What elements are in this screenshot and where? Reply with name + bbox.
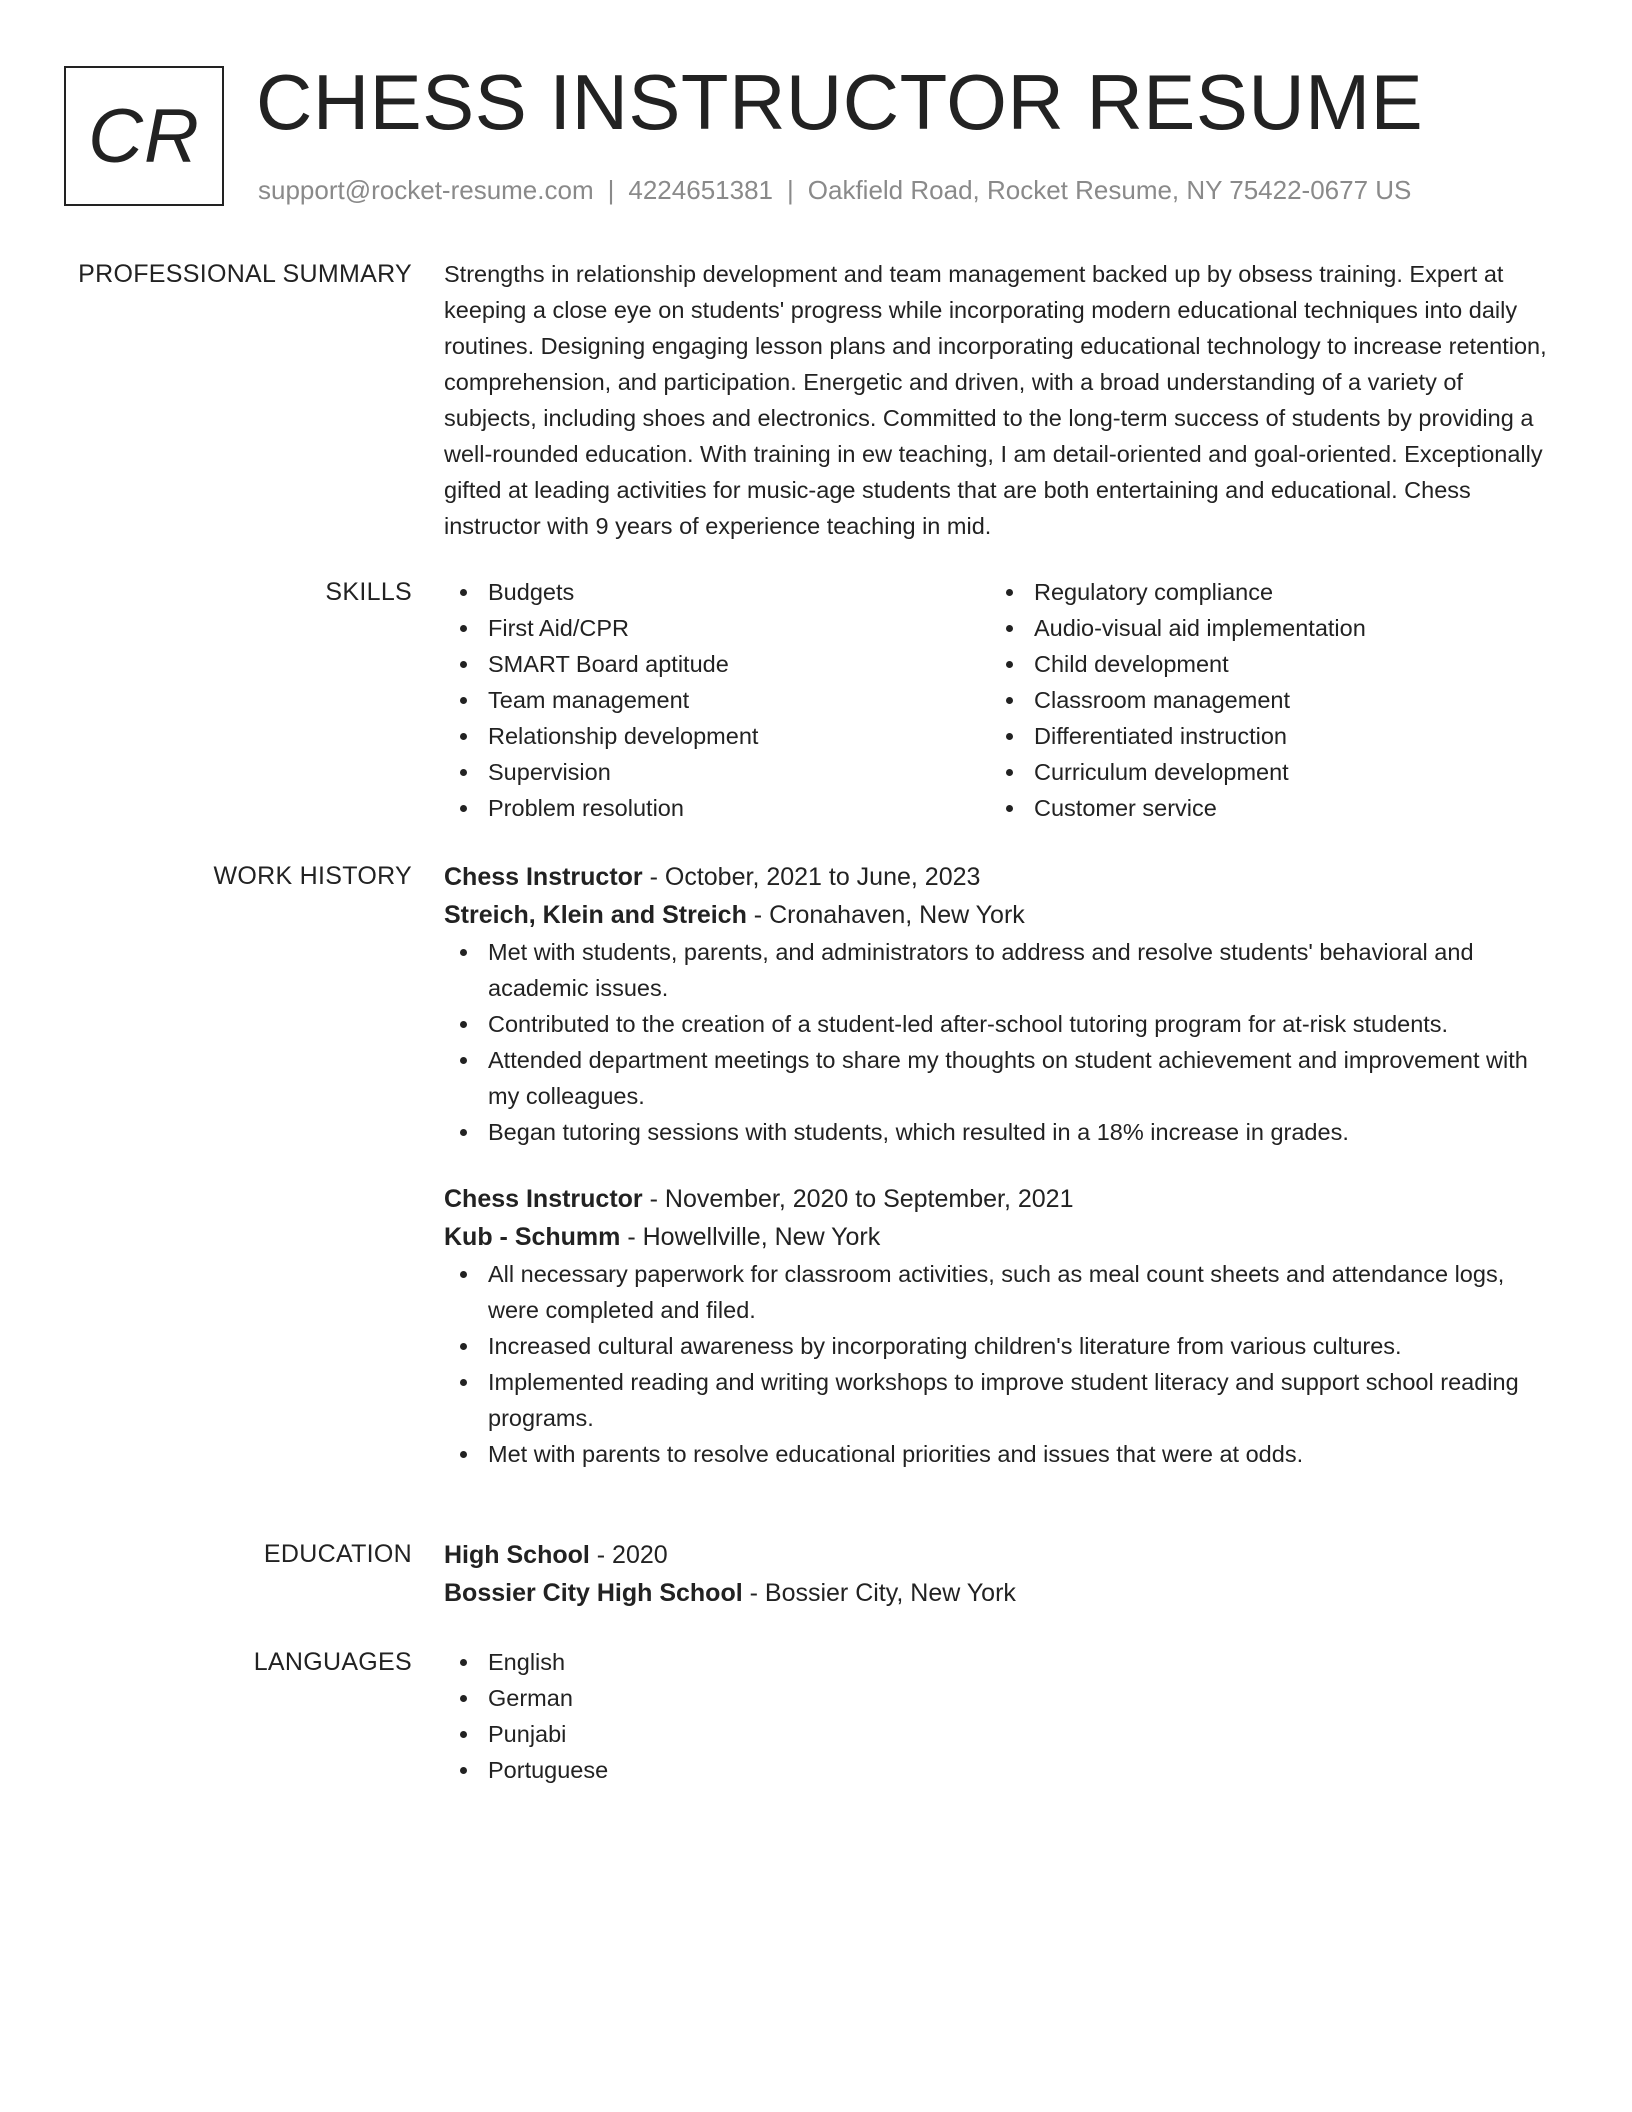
job-company: Streich, Klein and Streich [444,901,747,929]
skill-item: Audio-visual aid implementation [990,610,1536,646]
skill-item: Differentiated instruction [990,718,1536,754]
language-item: Portuguese [444,1752,1556,1788]
summary-heading: PROFESSIONAL SUMMARY [78,260,412,288]
contact-separator: | [787,175,794,205]
page-title: CHESS INSTRUCTOR RESUME [256,58,1424,146]
contact-line [258,172,1411,208]
education-degree-line [444,1536,1556,1574]
contact-address: Oakfield Road, Rocket Resume, NY 75422-0677 US [807,175,1412,205]
job-company: Kub - Schumm [444,1223,621,1251]
skill-item: Relationship development [444,718,990,754]
language-item: German [444,1680,1556,1716]
job-title-line [444,1180,1556,1218]
job-bullet: Met with students, parents, and administrators to address and resolve students' behavioral and academic issues. [444,934,1556,1006]
job-company-line [444,1218,1556,1256]
education-degree: High School [444,1541,590,1569]
job-entry [444,858,1556,1150]
skills-list [444,574,1556,826]
skill-item: Budgets [444,574,990,610]
job-entry [444,1180,1556,1472]
job-title-line [444,858,1556,896]
job-bullet: Met with parents to resolve educational priorities and issues that were at odds. [444,1436,1556,1472]
work-history-body [444,858,1556,1472]
skills-column-left [444,574,990,826]
skill-item: Curriculum development [990,754,1536,790]
education-location: - Bossier City, New York [742,1579,1016,1607]
skills-heading: SKILLS [325,578,412,606]
skill-item: Regulatory compliance [990,574,1536,610]
job-title: Chess Instructor [444,1185,643,1213]
skills-column-right [990,574,1536,826]
monogram-badge: CR [64,66,224,206]
summary-body [444,256,1556,544]
skill-item: Supervision [444,754,990,790]
job-bullet: Attended department meetings to share my thoughts on student achievement and improvement with my colleagues. [444,1042,1556,1114]
skill-item: Team management [444,682,990,718]
skill-item: Customer service [990,790,1536,826]
job-bullets [444,1256,1556,1472]
job-bullet: Contributed to the creation of a student-led after-school tutoring program for at-risk students. [444,1006,1556,1042]
education-heading: EDUCATION [263,1540,412,1568]
skill-item: Problem resolution [444,790,990,826]
languages-list [444,1644,1556,1788]
education-school-line [444,1574,1556,1612]
skill-item: Classroom management [990,682,1536,718]
job-bullet: Implemented reading and writing workshops to improve student literacy and support school reading programs. [444,1364,1556,1436]
languages-heading: LANGUAGES [253,1648,412,1676]
job-bullets [444,934,1556,1150]
language-item: Punjabi [444,1716,1556,1752]
contact-separator: | [607,175,615,205]
skill-item: Child development [990,646,1536,682]
skill-item: First Aid/CPR [444,610,990,646]
contact-email: support@rocket-resume.com [258,175,594,205]
job-location: - Howellville, New York [620,1223,881,1251]
job-bullet: Began tutoring sessions with students, which resulted in a 18% increase in grades. [444,1114,1556,1150]
job-title: Chess Instructor [444,863,643,891]
languages-body [444,1644,1556,1788]
language-item: English [444,1644,1556,1680]
skill-item: SMART Board aptitude [444,646,990,682]
education-body [444,1536,1556,1612]
job-dates: - November, 2020 to September, 2021 [642,1185,1074,1213]
work-history-heading: WORK HISTORY [213,862,412,890]
contact-phone: 4224651381 [628,175,773,205]
job-location: - Cronahaven, New York [746,901,1025,929]
job-company-line [444,896,1556,934]
summary-text: Strengths in relationship development and team management backed up by obsess training. Expert at keeping a close eye on students' progress while incorporating modern educational techniques into daily routines. Designing engaging lesson plans and incorporating educational technology to increase retention, comprehension, and participation. Energetic and driven, with a broad understanding of a variety of subjects, including shoes and electronics. Committed to the long-term success of students by providing a well-rounded education. With training in ew teaching, I am detail-oriented and goal-oriented. Exceptionally gifted at leading activities for music-age students that are both entertaining and educational. Chess instructor with 9 years of experience teaching in mid. [444,261,1547,539]
job-bullet: Increased cultural awareness by incorporating children's literature from various cultures. [444,1328,1556,1364]
education-year: - 2020 [589,1541,668,1569]
education-school: Bossier City High School [444,1579,743,1607]
job-dates: - October, 2021 to June, 2023 [642,863,981,891]
job-bullet: All necessary paperwork for classroom activities, such as meal count sheets and attendance logs, were completed and filed. [444,1256,1556,1328]
